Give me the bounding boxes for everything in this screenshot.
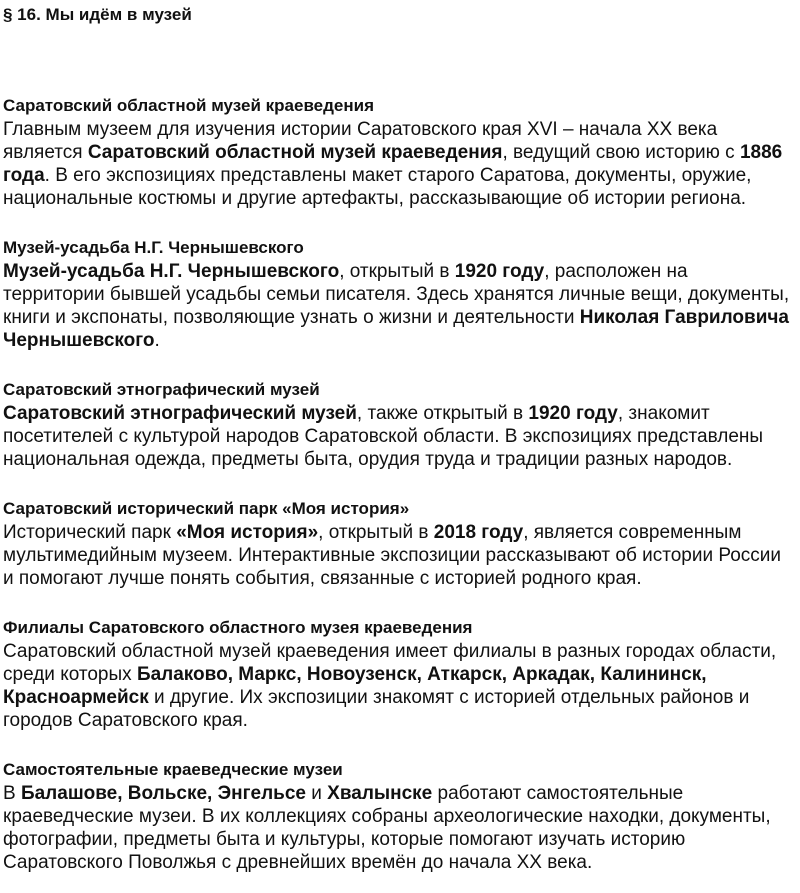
- section-chernyshevsky-estate: [3, 236, 790, 352]
- section-body: [3, 521, 790, 590]
- section-body: [3, 260, 790, 352]
- section-historical-park: [3, 497, 790, 590]
- bold-text-run: 2018 году: [433, 522, 524, 543]
- section-heading: Саратовский областной музей краеведения: [3, 96, 375, 115]
- section-heading: Саратовский исторический парк «Моя история»: [3, 499, 410, 518]
- bold-text-run: 1920 году: [528, 403, 618, 424]
- section-heading: Филиалы Саратовского областного музея краеведения: [3, 618, 473, 637]
- section-body: [3, 640, 790, 732]
- text-run: , открытый в: [339, 261, 455, 282]
- section-body: [3, 402, 790, 471]
- text-run: Главным музеем для изучения истории Саратовского края XVI – начала XX века является: [3, 119, 718, 163]
- text-run: В: [3, 783, 21, 804]
- section-body: [3, 118, 790, 210]
- text-run: и другие. Их экспозиции знакомят с историей отдельных районов и городов Саратовского края.: [3, 687, 750, 731]
- text-run: . В его экспозициях представлены макет старого Саратова, документы, оружие, национальные костюмы и другие артефакты, рассказывающие об истории региона.: [3, 165, 752, 209]
- text-run: Саратовский областной музей краеведения имеет филиалы в разных городах области, среди которых: [3, 641, 777, 685]
- bold-text-run: Музей-усадьба Н.Г. Чернышевского: [3, 261, 340, 282]
- section-body: [3, 782, 790, 874]
- text-run: , ведущий свою историю с: [502, 142, 740, 163]
- bold-text-run: «Моя история»: [176, 522, 319, 543]
- text-run: Исторический парк: [3, 522, 177, 543]
- text-run: , знакомит посетителей с культурой народов Саратовской области. В экспозициях представлены национальная одежда, предметы быта, орудия труда и традиции разных народов.: [3, 403, 764, 470]
- section-independent-museums: [3, 758, 790, 874]
- section-heading: Музей-усадьба Н.Г. Чернышевского: [3, 238, 304, 257]
- section-museum-branches: [3, 616, 790, 732]
- bold-text-run: Хвалынске: [327, 783, 433, 804]
- section-regional-museum: [3, 94, 790, 210]
- text-run: и: [305, 783, 328, 804]
- bold-text-run: Саратовский областной музей краеведения: [87, 142, 503, 163]
- section-ethnographic-museum: [3, 378, 790, 471]
- text-run: , также открытый в: [356, 403, 529, 424]
- text-run: , расположен на территории бывшей усадьбы семьи писателя. Здесь хранятся личные вещи, документы, книги и экспонаты, позволяющие узнать о жизни и деятельности: [3, 261, 790, 328]
- text-run: работают самостоятельные краеведческие музеи. В их коллекциях собраны археологические находки, документы, фотографии, предметы быта и культуры, которые помогают изучать историю Саратовского Поволжья с древнейших времён до начала XX века.: [3, 783, 771, 873]
- bold-text-run: 1920 году: [454, 261, 545, 282]
- bold-text-run: Николая Гавриловича Чернышевского: [3, 307, 789, 351]
- bold-text-run: 1886 года: [3, 142, 783, 186]
- bold-text-run: Саратовский этнографический музей: [3, 403, 357, 424]
- chapter-title: § 16. Мы идём в музей: [3, 5, 192, 24]
- text-run: , является современным мультимедийным музеем. Интерактивные экспозиции рассказывают об истории России и помогают лучше понять события, связанные с историей родного края.: [3, 522, 782, 589]
- section-heading: Самостоятельные краеведческие музеи: [3, 760, 343, 779]
- bold-text-run: Балаково, Маркс, Новоузенск, Аткарск, Аркадак, Калининск, Красноармейск: [3, 664, 707, 708]
- text-run: , открытый в: [318, 522, 434, 543]
- bold-text-run: Балашове, Вольске, Энгельсе: [20, 783, 306, 804]
- section-heading: Саратовский этнографический музей: [3, 380, 320, 399]
- text-run: .: [154, 330, 160, 351]
